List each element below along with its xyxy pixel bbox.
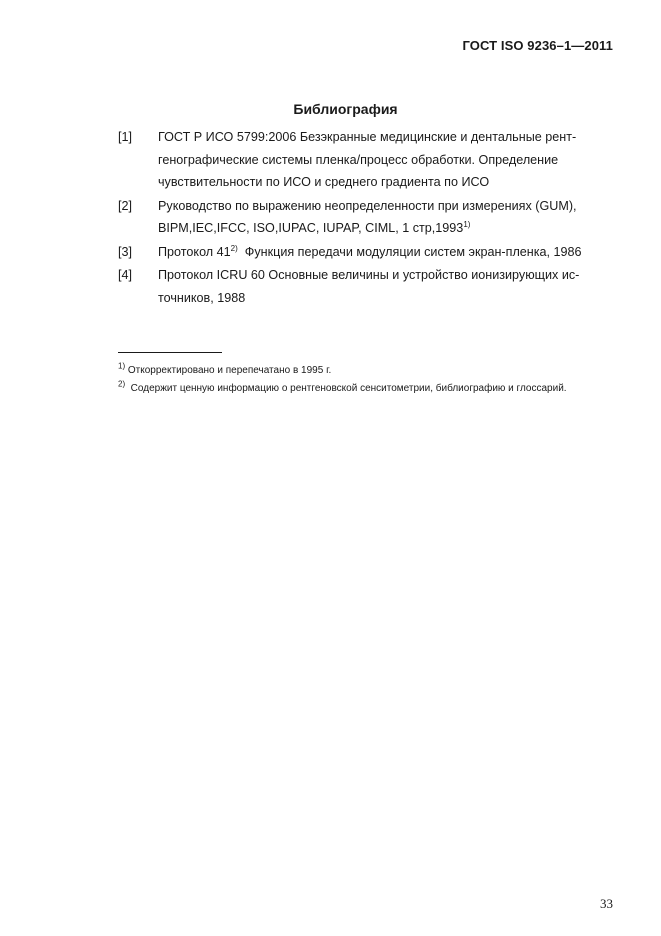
- text-line: точников, 1988: [158, 290, 246, 305]
- bibliography-item-text: [158, 241, 618, 264]
- footnote-divider: [118, 352, 222, 353]
- footnote-mark: 2): [118, 379, 126, 389]
- bibliography-item-1: [118, 126, 618, 194]
- bibliography-item-number: [1]: [118, 130, 133, 144]
- bibliography-item-text: [158, 264, 618, 309]
- bibliography-item-2: [118, 195, 618, 240]
- text-line: Протокол ICRU 60 Основные величины и устройство ионизирующих ис-: [158, 268, 580, 282]
- footnote-text: Откорректировано и перепечатано в 1995 г.: [125, 365, 332, 376]
- text-line: [158, 241, 618, 264]
- bibliography-item-text: [158, 195, 618, 240]
- page-number: 33: [600, 896, 613, 911]
- text-line: Руководство по выражению неопределенности при измерениях (GUM),: [158, 198, 577, 213]
- bibliography-item-number: [4]: [118, 268, 133, 282]
- footnote-1: [118, 362, 567, 380]
- document-code: ГОСТ ISO 9236–1—2011: [462, 38, 613, 53]
- bibliography-item-number: [2]: [118, 198, 133, 213]
- text-line: ГОСТ Р ИСО 5799:2006 Безэкранные медицинские и дентальные рент-: [158, 130, 577, 144]
- bibliography-item-number: [3]: [118, 244, 133, 259]
- footnote-ref: 1): [463, 219, 471, 229]
- text-fragment: BIPM,IEC,IFCC, ISO,IUPAC, IUPAP, CIML, 1 стр,1993: [158, 221, 464, 235]
- text-fragment: Функция передачи модуляции систем экран-пленка, 1986: [237, 244, 582, 259]
- text-line: [158, 217, 618, 240]
- text-line: чувствительности по ИСО и среднего градиента по ИСО: [158, 175, 490, 189]
- footnotes: [118, 362, 567, 398]
- text-fragment: Протокол 41: [158, 244, 231, 259]
- page-title: Библиография: [293, 101, 398, 117]
- footnote-text: Содержит ценную информацию о рентгеновской сенситометрии, библиографию и глоссарий.: [125, 383, 567, 394]
- footnote-mark: 1): [118, 361, 126, 371]
- bibliography-item-text: [158, 126, 618, 194]
- bibliography-list: [118, 126, 618, 310]
- text-line: генографические системы пленка/процесс обработки. Определение: [158, 152, 559, 167]
- footnote-ref: 2): [230, 243, 238, 253]
- bibliography-item-4: [118, 264, 618, 309]
- footnote-2: [118, 380, 567, 398]
- bibliography-item-3: [118, 241, 618, 264]
